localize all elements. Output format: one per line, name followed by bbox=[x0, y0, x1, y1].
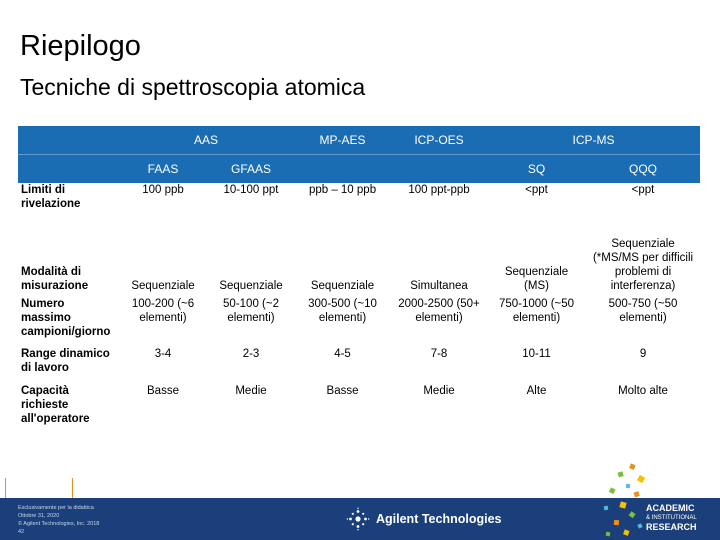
table-cell: 10-11 bbox=[522, 348, 551, 360]
sub-header-row bbox=[18, 155, 700, 184]
header-icp-ms: ICP-MS bbox=[487, 126, 700, 155]
sub-header-gfaas: GFAAS bbox=[208, 155, 294, 184]
footer-line: Esclusivamente per la didattica bbox=[18, 505, 94, 511]
brand-line: RESEARCH bbox=[646, 522, 697, 532]
brand-line: ACADEMIC bbox=[646, 503, 695, 513]
row-label: Capacità richieste all'operatore bbox=[21, 385, 90, 425]
table-cell: 300-500 (~10 elementi) bbox=[308, 298, 377, 324]
header-corner bbox=[18, 126, 118, 155]
table-cell: Sequenziale bbox=[310, 280, 375, 292]
table-cell: 7-8 bbox=[430, 348, 448, 360]
table-cell: Sequenziale bbox=[131, 280, 195, 292]
table-cell: <ppt bbox=[631, 184, 655, 196]
table-cell: Sequenziale (MS) bbox=[504, 266, 569, 292]
table-cell: Basse bbox=[147, 385, 179, 397]
table-cell: 4-5 bbox=[334, 348, 351, 360]
table-cell: <ppt bbox=[525, 184, 548, 196]
table-cell: 100 ppb bbox=[142, 184, 184, 196]
table-cell: 50-100 (~2 elementi) bbox=[223, 298, 279, 324]
table-cell: 2-3 bbox=[242, 348, 260, 360]
table-row bbox=[18, 384, 700, 431]
table-cell: Medie bbox=[235, 385, 267, 397]
header-aas: AAS bbox=[118, 126, 294, 155]
footer-line: © Agilent Technologies, Inc. 2018 bbox=[18, 521, 100, 527]
row-label: Numero massimo campioni/giorno bbox=[21, 298, 111, 338]
agilent-logo bbox=[346, 507, 501, 531]
table-cell: 3-4 bbox=[154, 348, 172, 360]
sub-header-qqq: QQQ bbox=[586, 155, 700, 184]
sub-header-mp-aes bbox=[294, 155, 391, 184]
table-cell: Sequenziale bbox=[219, 280, 283, 292]
table-cell: 2000-2500 (50+ elementi) bbox=[398, 298, 480, 324]
footer-legal bbox=[18, 504, 99, 536]
header-mp-aes: MP-AES bbox=[294, 126, 391, 155]
brand-line: & INSTITUTIONAL bbox=[646, 515, 697, 521]
table-cell: Molto alte bbox=[618, 385, 668, 397]
table-row bbox=[18, 225, 700, 297]
slide-title: Riepilogo bbox=[20, 30, 141, 62]
decorative-squares-icon bbox=[600, 462, 650, 540]
table-cell: ppb – 10 ppb bbox=[308, 184, 377, 196]
comparison-table bbox=[18, 126, 700, 431]
accent-tab bbox=[5, 478, 73, 499]
table-row bbox=[18, 347, 700, 384]
footer-line: 42 bbox=[18, 529, 25, 535]
company-name: Agilent Technologies bbox=[376, 512, 502, 526]
table-cell: 500-750 (~50 elementi) bbox=[608, 298, 678, 324]
table-row bbox=[18, 183, 700, 225]
sub-header-icp-oes bbox=[391, 155, 487, 184]
row-label: Range dinamico di lavoro bbox=[21, 348, 110, 374]
sub-header-corner bbox=[18, 155, 118, 184]
table-cell: Basse bbox=[326, 385, 359, 397]
table-cell: 100-200 (~6 elementi) bbox=[131, 298, 195, 324]
row-label: Limiti di rivelazione bbox=[21, 184, 81, 210]
slide-subtitle: Tecniche di spettroscopia atomica bbox=[20, 74, 366, 100]
table-row bbox=[18, 297, 700, 347]
table-cell: 750-1000 (~50 elementi) bbox=[498, 298, 575, 324]
table-cell: Alte bbox=[526, 385, 547, 397]
group-header-row bbox=[18, 126, 700, 155]
table-cell: 100 ppt-ppb bbox=[408, 184, 470, 196]
header-icp-oes: ICP-OES bbox=[391, 126, 487, 155]
table-cell: Sequenziale (*MS/MS per difficili problemi di interferenza) bbox=[592, 238, 694, 292]
table-cell: 9 bbox=[639, 348, 647, 360]
table-cell: Simultanea bbox=[410, 280, 468, 292]
academic-research-logo bbox=[646, 503, 697, 533]
footer-line: Ottobre 31, 2020 bbox=[18, 513, 60, 519]
table-cell: Medie bbox=[423, 385, 455, 397]
agilent-spark-icon bbox=[346, 507, 370, 531]
table-cell: 10-100 ppt bbox=[223, 184, 279, 196]
row-label: Modalità di misurazione bbox=[21, 266, 89, 292]
sub-header-faas: FAAS bbox=[118, 155, 208, 184]
sub-header-sq: SQ bbox=[487, 155, 586, 184]
